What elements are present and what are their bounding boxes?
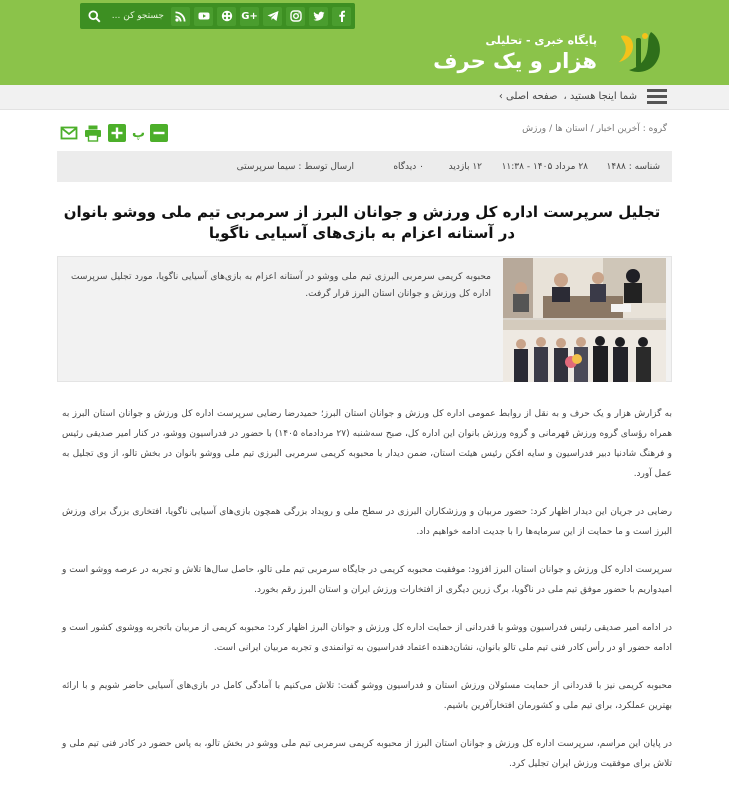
youtube-icon[interactable] bbox=[194, 7, 213, 26]
article-paragraph: در پایان این مراسم، سرپرست اداره کل ورزش و جوانان استان البرز از محبوبه کریمی سرمربی تیم ملی ووشو در بخش تالو، به پاس حضور در کادر فنی تیم ملی و تلاش برای موفقیت ورزش ایران تجلیل کرد. bbox=[62, 739, 672, 769]
search-button[interactable] bbox=[84, 5, 105, 27]
social-links bbox=[171, 7, 351, 26]
publish-date: ۲۸ مرداد ۱۴۰۵ - ۱۱:۳۸ bbox=[501, 161, 588, 172]
font-increase-icon[interactable] bbox=[108, 124, 126, 142]
article-paragraph: در ادامه امیر صدیقی رئیس فدراسیون ووشو با قدردانی از حمایت اداره کل ورزش و جوانان البرز اظهار کرد: محبوبه کریمی از مربیان باتجربه ووشوی کشور است و ادامه حضور او در رأس کادر فنی تیم ملی تالو بانوان، نشان‌دهنده اعتماد فدراسیون به توانمندی و تجربه مربیان ایرانی است. bbox=[62, 623, 672, 653]
breadcrumb-item-latest[interactable]: آخرین اخبار bbox=[596, 124, 640, 134]
article-tools bbox=[60, 124, 168, 142]
breadcrumb-nav bbox=[0, 85, 729, 110]
instagram-icon[interactable] bbox=[286, 7, 305, 26]
article-paragraph: سرپرست اداره کل ورزش و جوانان استان البرز افزود: موفقیت محبوبه کریمی در جایگاه سرمربی تیم ملی تالو، حاصل سال‌ها تلاش و تجربه در عرصه ووشو است و امیدواریم با حضور موفق تیم ملی در ناگویا، برگ زرین دیگری از افتخارات ورزش ایران و استان البرز رقم بخورد. bbox=[61, 565, 672, 595]
search-input[interactable] bbox=[105, 6, 167, 26]
you-are-here-label: شما اینجا هستید ، bbox=[563, 91, 637, 102]
article-title: تجلیل سرپرست اداره کل ورزش و جوانان البرز از سرمربی تیم ملی ووشو بانوان در آستانه اعزام به بازی‌های آسیایی ناگویا bbox=[63, 203, 661, 242]
author: ارسال توسط : سیما سرپرستی bbox=[236, 161, 354, 172]
aparat-icon[interactable] bbox=[217, 7, 236, 26]
facebook-icon[interactable] bbox=[332, 7, 351, 26]
visit-count: ۱۲ بازدید bbox=[448, 161, 482, 172]
font-size-letter: پ bbox=[132, 125, 146, 141]
font-decrease-icon[interactable] bbox=[150, 124, 168, 142]
home-link[interactable]: صفحه اصلی › bbox=[498, 91, 558, 102]
article-meta-bar bbox=[57, 151, 672, 182]
email-icon[interactable] bbox=[60, 124, 78, 142]
article-photo bbox=[503, 258, 666, 382]
telegram-icon[interactable] bbox=[263, 7, 282, 26]
breadcrumb-item-provinces[interactable]: استان ها bbox=[555, 124, 588, 134]
search-icon bbox=[88, 10, 101, 23]
google-plus-icon[interactable]: G+ bbox=[240, 7, 259, 26]
article-paragraph: به گزارش هزار و یک حرف و به نقل از روابط عمومی اداره کل ورزش و جوانان استان البرز؛ حمیدرضا رضایی سرپرست اداره کل ورزش و جوانان استان البرز به همراه رؤسای گروه ورزش قهرمانی و گروه ورزش بانوان این اداره کل، صبح سه‌شنبه (۲۷ مردادماه ۱۴۰۵) با حضور در فدراسیون ووشو، در کنار امیر صدیقی رئیس و فرهنگ شادنیا دبیر فدراسیون و سایه افکن رئیس هیئت استان، ضمن دیدار با محبوبه کریمی سرمربی البرزی تیم ملی ووشو بانوان در بخش تالو، از وی تجلیل به عمل آورد. bbox=[62, 409, 672, 479]
article-body bbox=[62, 404, 672, 792]
article-lead-box bbox=[57, 256, 672, 382]
article-id: شناسه : ۱۴۸۸ bbox=[606, 161, 660, 172]
rss-icon[interactable] bbox=[171, 7, 190, 26]
breadcrumb-prefix: گروه : bbox=[642, 124, 667, 134]
comment-count: ۰ دیدگاه bbox=[393, 161, 424, 172]
site-header bbox=[0, 0, 729, 85]
logo-name: هزار و یک حرف bbox=[433, 48, 597, 73]
article-paragraph: رضایی در جریان این دیدار اظهار کرد: حضور مربیان و ورزشکاران البرزی در سطح ملی و رویداد بزرگی همچون بازی‌های آسیایی ناگویا، افتخاری بزرگ برای ورزش البرز است و ما حمایت از این سرمایه‌ها را با جدیت ادامه خواهیم داد. bbox=[62, 507, 672, 537]
article-lead: محبوبه کریمی سرمربی البرزی تیم ملی ووشو در آستانه اعزام به بازی‌های آسیایی ناگویا، مورد تجلیل سرپرست اداره کل ورزش و جوانان استان البرز قرار گرفت. bbox=[71, 272, 491, 299]
header-toolbar bbox=[80, 3, 355, 29]
logo-subtitle: پایگاه خبری - تحلیلی bbox=[485, 33, 597, 47]
category-breadcrumb: گروه : آخرین اخبار / استان ها / ورزش bbox=[522, 124, 667, 134]
print-icon[interactable] bbox=[84, 124, 102, 142]
breadcrumb-item-sport[interactable]: ورزش bbox=[522, 124, 547, 134]
logo-mark-icon bbox=[607, 28, 667, 78]
twitter-icon[interactable] bbox=[309, 7, 328, 26]
menu-icon[interactable] bbox=[647, 89, 667, 106]
site-logo[interactable] bbox=[433, 28, 667, 78]
article-paragraph: محبوبه کریمی نیز با قدردانی از حمایت مسئولان ورزش استان و فدراسیون ووشو گفت: تلاش می‌کنیم با آمادگی کامل در بازی‌های آسیایی حاضر شویم و با ارائه بهترین عملکرد، برای تیم ملی و کشورمان افتخارآفرین باشیم. bbox=[62, 681, 672, 711]
